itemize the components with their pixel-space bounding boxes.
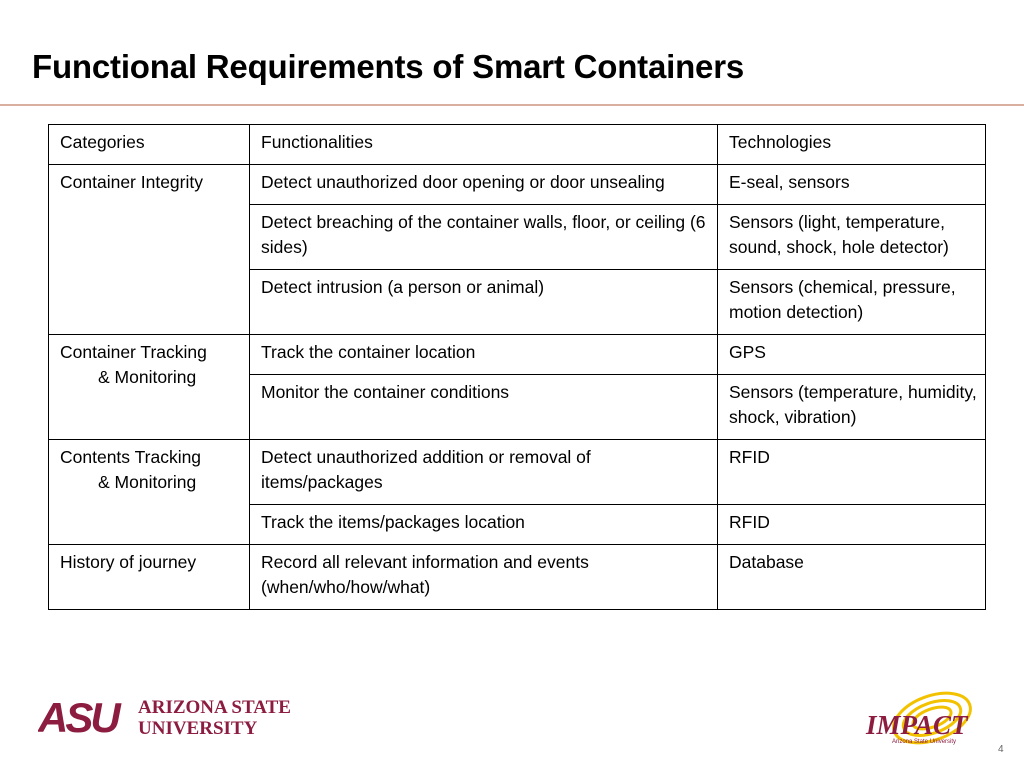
technology-cell: RFID xyxy=(718,440,986,505)
category-label-line1: Contents Tracking xyxy=(60,447,202,467)
technology-cell: Sensors (chemical, pressure, motion detection) xyxy=(718,270,986,335)
category-cell xyxy=(49,165,250,335)
header-technologies: Technologies xyxy=(718,125,986,165)
category-label-line2: & Monitoring xyxy=(98,472,197,492)
technology-cell: Sensors (temperature, humidity, shock, vibration) xyxy=(718,375,986,440)
table-row xyxy=(49,440,986,505)
technology-cell: Sensors (light, temperature, sound, shock, hole detector) xyxy=(718,205,986,270)
technology-cell: GPS xyxy=(718,335,986,375)
asu-mark: ASU xyxy=(38,694,118,738)
functionality-cell: Track the items/packages location xyxy=(250,505,718,545)
category-cell xyxy=(49,440,250,545)
slide-title: Functional Requirements of Smart Containers xyxy=(32,48,745,85)
impact-wordmark: IMPACT xyxy=(866,710,968,740)
category-label-line1: Container Tracking xyxy=(60,342,207,362)
category-cell xyxy=(49,335,250,440)
requirements-table xyxy=(48,124,986,610)
table-header-row xyxy=(49,125,986,165)
functionality-cell: Detect breaching of the container walls, floor, or ceiling (6 sides) xyxy=(250,205,718,270)
category-label: Container Integrity xyxy=(60,172,203,192)
asu-name-line1: ARIZONA STATE xyxy=(138,697,291,718)
functionality-cell: Track the container location xyxy=(250,335,718,375)
asu-logo xyxy=(38,694,300,738)
technology-cell: Database xyxy=(718,545,986,610)
asu-name-line2: UNIVERSITY xyxy=(138,718,258,738)
table-row xyxy=(49,545,986,610)
impact-logo xyxy=(862,688,980,754)
technology-cell: E-seal, sensors xyxy=(718,165,986,205)
category-cell xyxy=(49,545,250,610)
title-divider xyxy=(0,104,1024,106)
header-functionalities: Functionalities xyxy=(250,125,718,165)
functionality-cell: Detect unauthorized door opening or door unsealing xyxy=(250,165,718,205)
header-categories: Categories xyxy=(49,125,250,165)
table-row xyxy=(49,165,986,205)
functionality-cell: Detect intrusion (a person or animal) xyxy=(250,270,718,335)
functionality-cell: Monitor the container conditions xyxy=(250,375,718,440)
technology-cell: RFID xyxy=(718,505,986,545)
table-row xyxy=(49,335,986,375)
page-number: 4 xyxy=(998,744,1004,755)
functionality-cell: Detect unauthorized addition or removal of items/packages xyxy=(250,440,718,505)
functionality-cell: Record all relevant information and events (when/who/how/what) xyxy=(250,545,718,610)
category-label-line2: & Monitoring xyxy=(98,367,197,387)
category-label: History of journey xyxy=(60,552,197,572)
impact-subtitle: Arizona State University xyxy=(892,739,957,745)
